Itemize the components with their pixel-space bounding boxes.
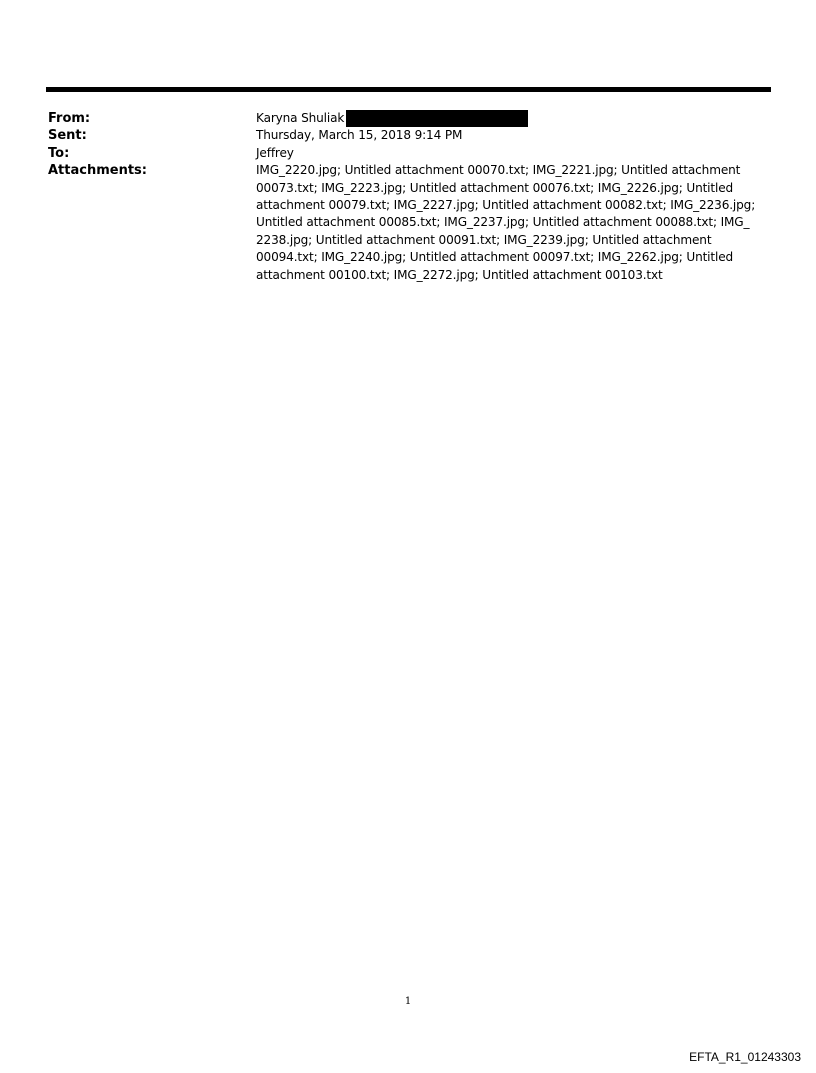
attachments-value: IMG_2220.jpg; Untitled attachment 00070.txt; IMG_2221.jpg; Untitled attachment 00073.txt; IMG_2223.jpg; Untitled attachment 00076.txt; IMG_2226.jpg; Untitled attachment 00079.txt; IMG_2227.jpg; Untitled attachment 00082.txt; IMG_2236.jpg; Untitled attachment 00085.txt; IMG_2237.jpg; Untitled attachment 00088.txt; IMG_ 2238.jpg; Untitled attachment 00091.txt; IMG_2239.jpg; Untitled attachment 00094.txt; IMG_2240.jpg; Untitled attachment 00097.txt; IMG_2262.jpg; Untitled attachment 00100.txt; IMG_2272.jpg; Untitled attachment 00103.txt — [256, 163, 756, 282]
sent-label: Sent: — [48, 128, 87, 144]
sent-value: Thursday, March 15, 2018 9:14 PM — [256, 128, 463, 143]
to-label: To: — [48, 145, 70, 161]
from-row — [48, 110, 773, 127]
attachments-row — [48, 162, 773, 284]
to-row — [48, 145, 773, 162]
to-value: Jeffrey — [256, 145, 294, 160]
header-divider — [46, 87, 771, 92]
from-value: Karyna Shuliak — [256, 111, 345, 125]
attachments-label: Attachments: — [48, 163, 147, 179]
from-label: From: — [48, 111, 91, 126]
document-id: EFTA_R1_01243303 — [689, 1050, 801, 1064]
email-header — [48, 110, 773, 284]
sent-row — [48, 127, 773, 144]
from-value-container — [256, 110, 773, 127]
page-number: 1 — [404, 996, 412, 1007]
redaction-box — [346, 110, 528, 127]
